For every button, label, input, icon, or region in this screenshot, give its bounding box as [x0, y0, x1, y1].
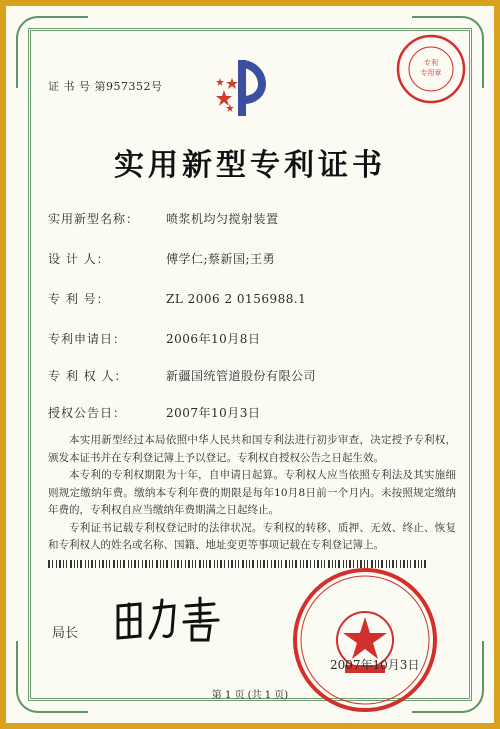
- field-utility-model-name: [48, 210, 279, 227]
- body-paragraph: 本实用新型经过本局依照中华人民共和国专利法进行初步审查，决定授予专利权，颁发本证书并在专利登记簿上予以登记。专利权自授权公告之日起生效。: [48, 434, 456, 464]
- director-label: 局长: [52, 626, 79, 641]
- field-label: 实用新型名称：: [48, 212, 140, 226]
- svg-text:专用章: 专用章: [420, 69, 442, 77]
- field-designers: [48, 250, 275, 267]
- field-grant-date: [48, 404, 260, 421]
- body-paragraph: 专利证书记载专利权登记时的法律状况。专利权的转移、质押、无效、终止、恢复和专利权人的姓名或名称、国籍、地址变更等事项记载在专利登记簿上。: [48, 521, 456, 551]
- director-signature-icon: [110, 592, 226, 646]
- certificate-title: 实用新型专利证书: [114, 148, 386, 183]
- field-value: 新疆国统管道股份有限公司: [166, 369, 317, 383]
- svg-text:专利: 专利: [424, 59, 438, 67]
- field-application-date: [48, 330, 260, 347]
- certificate-body: [48, 432, 456, 555]
- field-value: 喷浆机均匀搅射装置: [166, 212, 279, 226]
- field-value: 傅学仁;蔡新国;王勇: [166, 252, 276, 266]
- certificate-number: 证 书 号 第957352号: [48, 80, 163, 93]
- corner-ornament-icon: [16, 641, 88, 713]
- field-label: 专 利 权 人：: [48, 369, 128, 383]
- field-value: 2007年10月3日: [166, 406, 261, 420]
- field-value: ZL 2006 2 0156988.1: [166, 292, 307, 306]
- field-label: 专利申请日：: [48, 332, 127, 346]
- body-paragraph: 本专利的专利权期限为十年，自申请日起算。专利权人应当依照专利法及其实施细则规定缴纳年费。缴纳本专利年费的期限是每年10月8日前一个月内。未按照规定缴纳年费的，专利权自应当缴纳年费期满之日起终止。: [48, 469, 456, 516]
- field-patentee: [48, 367, 316, 384]
- patent-office-logo-icon: [214, 56, 276, 118]
- issue-date: 2007年10月3日: [330, 658, 420, 672]
- field-patent-number: [48, 290, 306, 307]
- page-number: 第 1 页 (共 1 页): [211, 690, 289, 701]
- field-label: 专 利 号：: [48, 292, 110, 306]
- field-label: 授权公告日：: [48, 406, 127, 420]
- field-value: 2006年10月8日: [166, 332, 261, 346]
- field-label: 设 计 人：: [48, 252, 110, 266]
- official-seal-icon: [394, 32, 468, 106]
